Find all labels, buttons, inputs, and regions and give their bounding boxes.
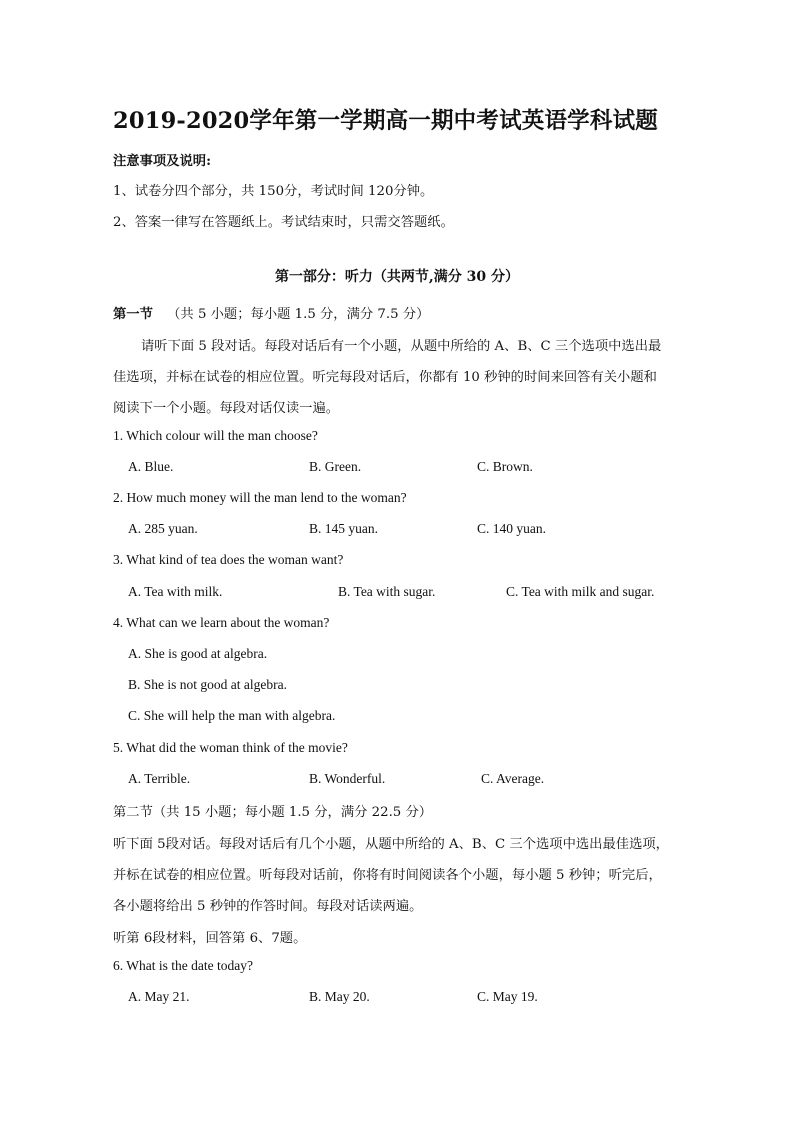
section2-instruction-line: 听下面 5段对话。每段对话后有几个小题，从题中所给的 A、B、C 三个选项中选出最佳选项， [113,837,669,852]
question-5-option-c: C. Average. [481,771,545,786]
section1-instruction-line: 佳选项，并标在试卷的相应位置。听完每段对话后，你都有 10 秒钟的时间来回答有关小题和 [113,370,657,385]
notes-heading: 注意事项及说明: [113,154,211,169]
question-1-option-b: B. Green. [309,459,362,474]
question-6-option-b: B. May 20. [309,989,370,1004]
question-5: 5. What did the woman think of the movie? [113,740,348,755]
question-3-option-c: C. Tea with milk and sugar. [506,584,655,599]
question-1-option-a: A. Blue. [128,459,174,474]
note-item-2: 2、答案一律写在答题纸上。考试结束时，只需交答题纸。 [113,215,454,230]
section1-info: （共 5 小题；每小题 1.5 分，满分 7.5 分） [167,307,430,322]
question-3: 3. What kind of tea does the woman want? [113,552,344,567]
question-6-option-c: C. May 19. [477,989,538,1004]
section1-header [113,303,429,322]
section2-heading: 第二节（共 15 小题；每小题 1.5 分，满分 22.5 分） [113,805,433,820]
section2-instruction-line: 各小题将给出 5 秒钟的作答时间。每段对话读两遍。 [113,899,423,914]
question-4-option-c: C. She will help the man with algebra. [128,708,336,723]
question-1-option-c: C. Brown. [477,459,533,474]
part1-heading: 第一部分：听力（共两节,满分 30 分） [274,269,520,285]
question-4: 4. What can we learn about the woman? [113,615,330,630]
question-5-option-a: A. Terrible. [128,771,191,786]
note-item-1: 1、试卷分四个部分，共 150分，考试时间 120分钟。 [113,184,434,199]
question-4-option-a: A. She is good at algebra. [128,646,268,661]
question-3-option-b: B. Tea with sugar. [338,584,436,599]
question-2-option-c: C. 140 yuan. [477,521,546,536]
section2-instruction-line: 并标在试卷的相应位置。听每段对话前，你将有时间阅读各个小题，每小题 5 秒钟；听完后， [113,868,662,883]
section1-label: 第一节 [113,307,153,322]
question-3-option-a: A. Tea with milk. [128,584,223,599]
material-note: 听第 6段材料，回答第 6、7题。 [113,931,307,946]
question-1: 1. Which colour will the man choose? [113,428,318,443]
question-5-option-b: B. Wonderful. [309,771,386,786]
question-2-option-a: A. 285 yuan. [128,521,198,536]
question-4-option-b: B. She is not good at algebra. [128,677,287,692]
question-2-option-b: B. 145 yuan. [309,521,378,536]
question-6-option-a: A. May 21. [128,989,190,1004]
section1-instruction-line: 阅读下一个小题。每段对话仅读一遍。 [113,401,340,416]
page-title: 2019-2020学年第一学期高一期中考试英语学科试题 [113,108,658,134]
question-2: 2. How much money will the man lend to the woman? [113,490,407,505]
question-6: 6. What is the date today? [113,958,253,973]
section1-instruction-line: 请听下面 5 段对话。每段对话后有一个小题，从题中所给的 A、B、C 三个选项中选出最 [141,339,662,354]
